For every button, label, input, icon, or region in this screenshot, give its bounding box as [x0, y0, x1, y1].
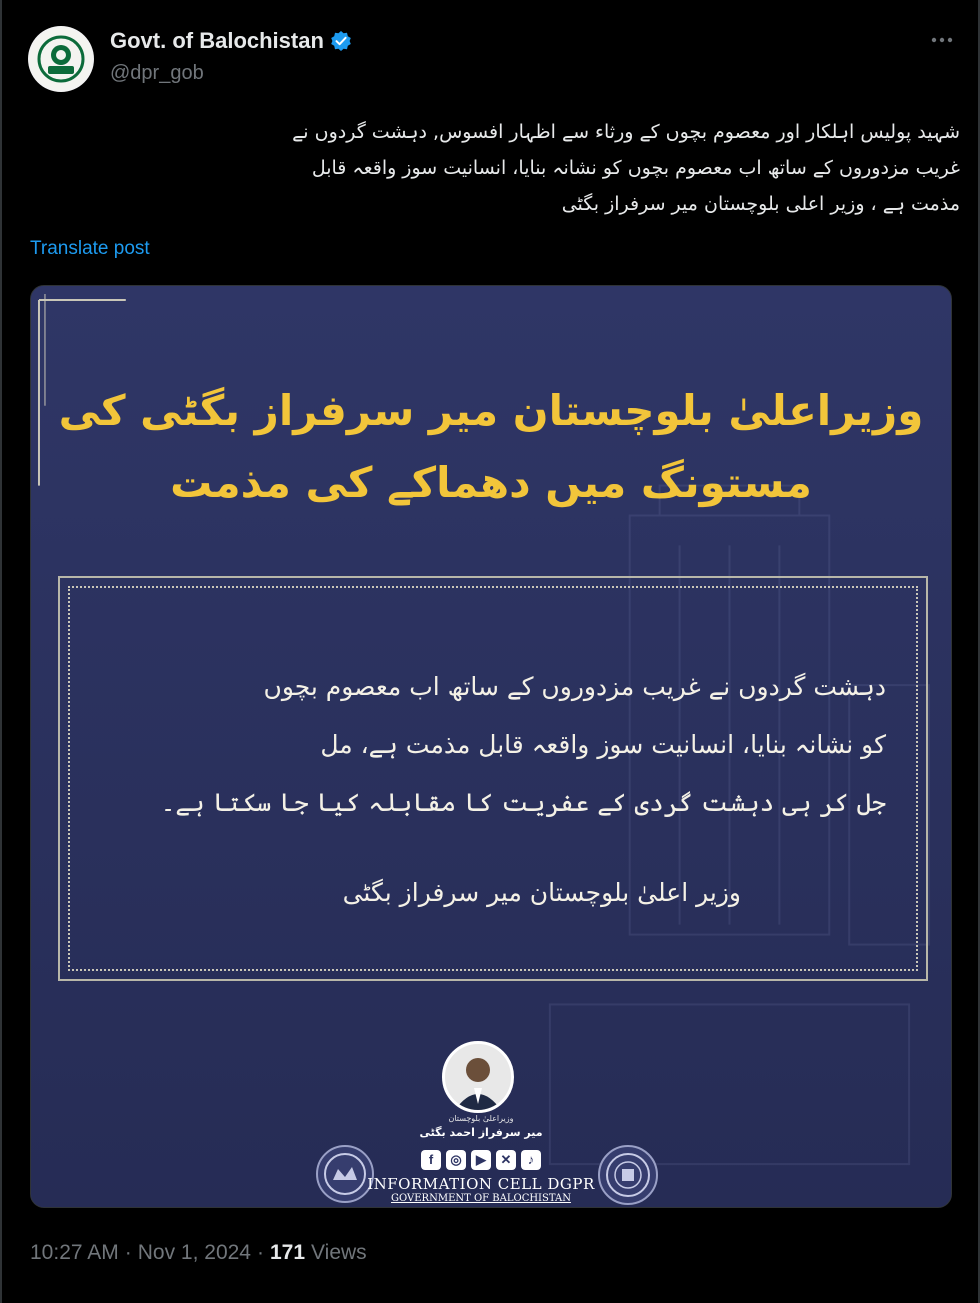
- footer-separator-2: ·: [256, 1241, 264, 1264]
- tiktok-icon: ♪: [521, 1150, 541, 1170]
- social-icons-row: [421, 1150, 541, 1170]
- portrait-caption-title: وزیراعلیٰ بلوچستان: [448, 1114, 514, 1123]
- government-label: GOVERNMENT OF BALOCHISTAN: [391, 1193, 571, 1204]
- quote-text: دہشت گردوں نے غریب مزدوروں کے ساتھ اب معصوم بچوں کو نشانہ بنایا، انسانیت سوز واقعہ قابل مذمت ہے، مل جل کر ہی دہشت گردی کے عفریت کا مقابلہ کیا جا سکتا ہے۔: [160, 672, 886, 817]
- instagram-icon: ◎: [446, 1150, 466, 1170]
- tweet-header: [28, 26, 958, 90]
- more-options-icon[interactable]: [926, 28, 958, 52]
- quote-box: [58, 576, 928, 981]
- author-name-text[interactable]: Govt. of Balochistan: [110, 28, 324, 53]
- x-icon: ✕: [496, 1150, 516, 1170]
- post-time[interactable]: 10:27 AM: [30, 1241, 119, 1264]
- author-display-name[interactable]: [110, 28, 352, 54]
- views-count: 171: [269, 1241, 306, 1264]
- author-handle[interactable]: @dpr_gob: [110, 62, 204, 84]
- government-seal-icon: [598, 1145, 658, 1205]
- facebook-icon: f: [421, 1150, 441, 1170]
- information-cell-label: INFORMATION CELL DGPR: [367, 1175, 595, 1193]
- views-label: Views: [311, 1241, 367, 1264]
- chief-minister-portrait: [442, 1041, 514, 1113]
- portrait-caption-name: میر سرفراز احمد بگٹی: [419, 1126, 543, 1139]
- quote-signature: وزیر اعلیٰ بلوچستان میر سرفراز بگٹی: [342, 878, 741, 907]
- headline-line-1: وزیراعلیٰ بلوچستان میر سرفراز بگٹی کی: [58, 386, 924, 435]
- tweet-footer: [30, 1241, 367, 1265]
- footer-separator: ·: [124, 1241, 132, 1264]
- translate-post-link[interactable]: Translate post: [30, 238, 150, 259]
- post-date[interactable]: Nov 1, 2024: [137, 1241, 251, 1264]
- headline-line-2: مستونگ میں دھماکے کی مذمت: [170, 458, 812, 507]
- verified-badge-icon: [330, 30, 352, 52]
- youtube-icon: ▶: [471, 1150, 491, 1170]
- tweet-text: شہید پولیس اہلکار اور معصوم بچوں کے ورثاء سے اظہار افسوس, دہشت گردوں نے غریب مزدوروں کے ساتھ اب معصوم بچوں کو نشانہ بنایا، انسانیت سوز واقعہ قابل مذمت ہے ، وزیر اعلی بلوچستان میر سرفراز بگٹی: [292, 121, 960, 215]
- author-avatar[interactable]: [28, 26, 94, 92]
- tweet-image[interactable]: [30, 285, 952, 1208]
